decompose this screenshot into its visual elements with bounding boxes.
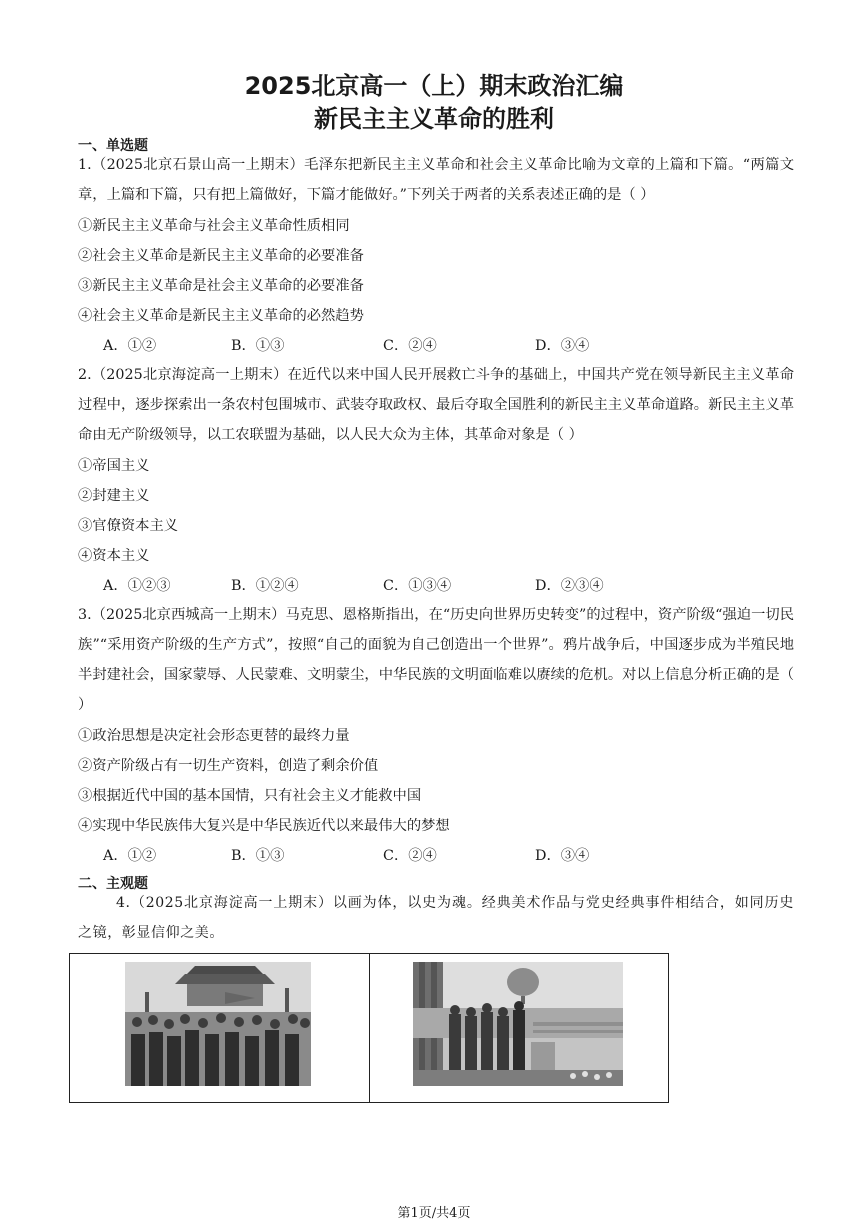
question-1-option-a: A．①② — [103, 338, 157, 354]
question-1-option-b: B．①③ — [231, 338, 285, 354]
question-2-option-c: C．①③④ — [383, 578, 452, 594]
question-1-item-2: ②社会主义革命是新民主主义革命的必要准备 — [78, 248, 364, 264]
question-2-option-a: A．①②③ — [103, 578, 171, 594]
page-subtitle: 新民主主义革命的胜利 — [314, 105, 554, 133]
artwork-left-crowd-image — [125, 962, 311, 1086]
table-divider — [369, 954, 370, 1102]
question-1-option-c: C．②④ — [383, 338, 437, 354]
question-2-option-d: D．②③④ — [535, 578, 604, 594]
question-3-option-a: A．①② — [103, 848, 157, 864]
question-2-item-4: ④资本主义 — [78, 548, 150, 564]
question-4-stem: 4.（2025北京海淀高一上期末）以画为体，以史为魂。经典美术作品与党史经典事件相结合，如同历史之镜，彰显信仰之美。 — [78, 895, 794, 941]
section-heading-subjective: 二、主观题 — [78, 876, 148, 892]
question-3-item-1: ①政治思想是决定社会形态更替的最终力量 — [78, 728, 350, 744]
question-1-item-3: ③新民主主义革命是社会主义革命的必要准备 — [78, 278, 364, 294]
question-3-item-4: ④实现中华民族伟大复兴是中华民族近代以来最伟大的梦想 — [78, 818, 450, 834]
question-2-stem: 2.（2025北京海淀高一上期末）在近代以来中国人民开展救亡斗争的基础上，中国共产党在领导新民主主义革命过程中，逐步探索出一条农村包围城市、武装夺取政权、最后夺取全国胜利的新民主主义革命道路。新民主主义革命由无产阶级领导，以工农联盟为基础，以人民大众为主体，其革命对象是（ ） — [78, 367, 794, 443]
artwork-right-ceremony-image — [413, 962, 623, 1086]
question-1-stem: 1.（2025北京石景山高一上期末）毛泽东把新民主主义革命和社会主义革命比喻为文章的上篇和下篇。“两篇文章，上篇和下篇，只有把上篇做好，下篇才能做好。”下列关于两者的关系表述正确的是（ ） — [78, 157, 794, 203]
question-2-item-3: ③官僚资本主义 — [78, 518, 179, 534]
question-3-item-2: ②资产阶级占有一切生产资料，创造了剩余价值 — [78, 758, 379, 774]
question-2-item-1: ①帝国主义 — [78, 458, 150, 474]
question-3-option-c: C．②④ — [383, 848, 437, 864]
question-1-option-d: D．③④ — [535, 338, 590, 354]
question-3-option-b: B．①③ — [231, 848, 285, 864]
question-3-stem: 3.（2025北京西城高一上期末）马克思、恩格斯指出，在“历史向世界历史转变”的过程中，资产阶级“强迫一切民族”“采用资产阶级的生产方式”，按照“自己的面貌为自己创造出一个世界”。鸦片战争后，中国逐步成为半殖民地半封建社会，国家蒙辱、人民蒙难、文明蒙尘，中华民族的文明面临难以赓续的危机。对以上信息分析正确的是（ ） — [78, 607, 794, 713]
section-heading-single-choice: 一、单选题 — [78, 138, 148, 154]
question-1-item-1: ①新民主主义革命与社会主义革命性质相同 — [78, 218, 350, 234]
page-footer: 第1页/共4页 — [397, 1206, 471, 1221]
question-3-item-3: ③根据近代中国的基本国情，只有社会主义才能救中国 — [78, 788, 422, 804]
question-1-item-4: ④社会主义革命是新民主主义革命的必然趋势 — [78, 308, 364, 324]
question-2-option-b: B．①②④ — [231, 578, 299, 594]
question-3-option-d: D．③④ — [535, 848, 590, 864]
artwork-table — [69, 953, 669, 1103]
question-2-item-2: ②封建主义 — [78, 488, 150, 504]
page-title: 2025北京高一（上）期末政治汇编 — [244, 72, 624, 100]
